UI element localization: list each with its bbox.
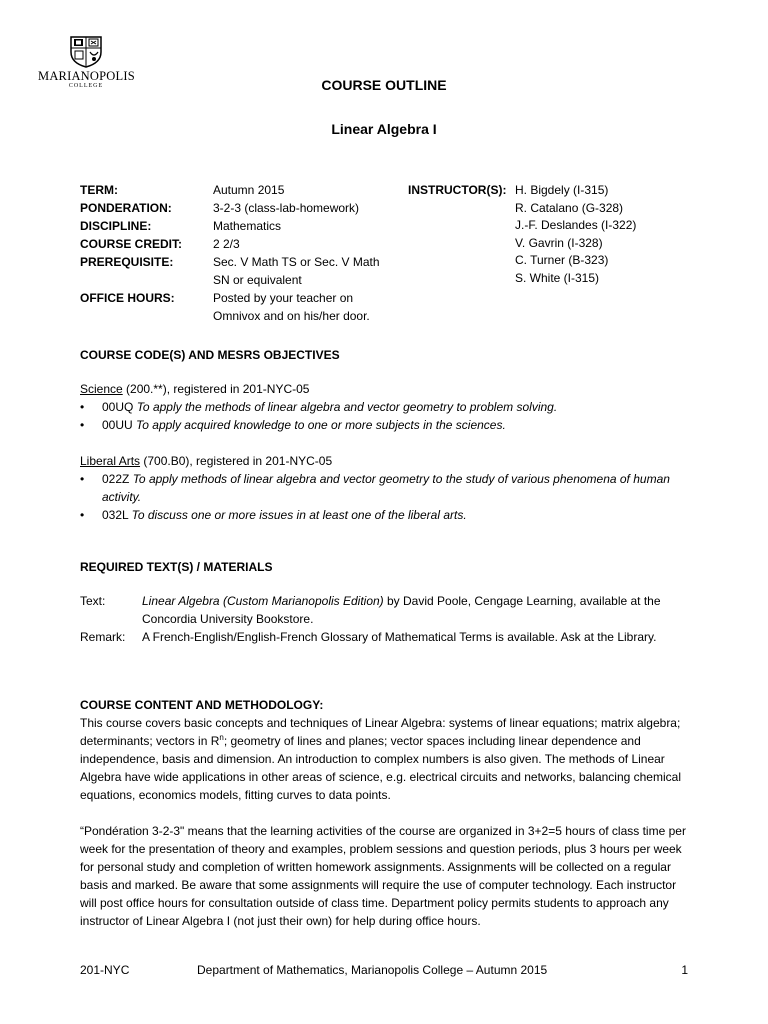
objective-code: 00UU (102, 418, 133, 432)
bullet-icon: • (80, 472, 85, 486)
info-value: Mathematics (213, 219, 282, 233)
course-info (80, 181, 400, 325)
info-key: PONDERATION: (80, 201, 172, 215)
instructors-label: INSTRUCTOR(S): (408, 183, 507, 197)
logo-name: MARIANOPOLIS (38, 69, 135, 83)
ponderation-paragraph: “Pondération 3-2-3" means that the learning activities of the course are organized in 3+2=5 hours of class time per week for the presentation of theory and examples, problem sessions and question periods, plus 3 hours per week for personal study and completion of written homework assignments. Assignments will be collected on a regular basis and marked. Be aware that some assignments will require the use of computer technology. Each instructor will post office hours for consultation outside of class time. Department policy permits students to approach any instructor of Linear Algebra I (not just their own) for help during office hours. (80, 824, 686, 928)
science-objectives (80, 380, 690, 434)
crest-icon (69, 36, 103, 68)
info-value: Autumn 2015 (213, 183, 285, 197)
objective-code: 032L (102, 508, 129, 522)
instructors (408, 181, 636, 286)
materials-heading: REQUIRED TEXT(S) / MATERIALS (80, 560, 273, 574)
content-paragraph (80, 714, 690, 804)
footer-department: Department of Mathematics, Marianopolis College – Autumn 2015 (197, 963, 548, 977)
info-row-ponderation (80, 199, 400, 217)
instructor-item: R. Catalano (G-328) (515, 200, 624, 215)
objective-text: To apply methods of linear algebra and vector geometry to the study of various phenomena of human activity. (102, 472, 670, 504)
liberal-arts-label: Liberal Arts (80, 454, 141, 468)
remark-text: A French-English/English-French Glossary of Mathematical Terms is available. Ask at the Library. (142, 630, 657, 644)
info-key: TERM: (80, 183, 118, 197)
liberal-arts-program (80, 452, 690, 470)
instructor-item: S. White (I-315) (515, 270, 600, 285)
info-value: Posted by your teacher on Omnivox and on his/her door. (213, 291, 370, 323)
objectives-heading: COURSE CODE(S) AND MESRS OBJECTIVES (80, 348, 340, 362)
page-number: 1 (681, 963, 688, 977)
instructor-list (515, 181, 636, 286)
bullet-icon: • (80, 418, 85, 432)
remark-label: Remark: (80, 630, 126, 644)
course-content (80, 696, 690, 930)
textbook-title: Linear Algebra (Custom Marianopolis Edition) (142, 594, 384, 608)
liberal-arts-objectives (80, 452, 690, 524)
info-key: PREREQUISITE: (80, 255, 174, 269)
remark-row (80, 628, 690, 646)
content-superscript: n (219, 733, 224, 742)
objective-item (80, 398, 690, 416)
objective-code: 022Z (102, 472, 130, 486)
logo-subtitle: COLLEGE (68, 83, 104, 89)
info-key: DISCIPLINE: (80, 219, 152, 233)
page-footer (80, 961, 688, 979)
info-row-discipline (80, 217, 400, 235)
textbook-details: by David Poole, Cengage Learning, available at the Concordia University Bookstore. (142, 594, 661, 626)
materials (80, 592, 690, 646)
instructor-item: C. Turner (B-323) (515, 253, 609, 267)
course-title: Linear Algebra I (331, 121, 437, 137)
content-text-a: This course covers basic concepts and techniques of Linear Algebra: systems of linear equations; matrix algebra; determinants; vectors in R (80, 716, 681, 748)
objective-text: To apply the methods of linear algebra and vector geometry to problem solving. (136, 400, 558, 414)
objective-item (80, 416, 690, 434)
instructor-item: V. Gavrin (I-328) (515, 235, 603, 250)
content-text-b: ; geometry of lines and planes; vector spaces including linear dependence and independence, basis and dimension. An introduction to complex numbers is also given. The methods of Linear Algebra have wide applications in other areas of science, e.g. electrical circuits and networks, balancing chemical equations, economics models, fitting curves to data points. (80, 734, 681, 802)
objective-code: 00UQ (102, 400, 134, 414)
science-label: Science (80, 382, 123, 396)
info-row-term (80, 181, 400, 199)
objective-item (80, 470, 690, 506)
instructor-item: J.-F. Deslandes (I-322) (515, 218, 637, 232)
text-row (80, 592, 690, 628)
info-row-prerequisite (80, 253, 400, 289)
info-value: 2 2/3 (213, 237, 240, 251)
text-label: Text: (80, 594, 106, 608)
objective-item (80, 506, 690, 524)
science-program (80, 380, 690, 398)
info-row-credit (80, 235, 400, 253)
bullet-icon: • (80, 508, 85, 522)
content-heading: COURSE CONTENT AND METHODOLOGY: (80, 698, 324, 712)
liberal-arts-registration: (700.B0), registered in 201-NYC-05 (140, 454, 333, 468)
page-title: COURSE OUTLINE (321, 77, 447, 93)
info-key: COURSE CREDIT: (80, 237, 183, 251)
objective-text: To apply acquired knowledge to one or more subjects in the sciences. (136, 418, 506, 432)
info-row-office-hours (80, 289, 400, 325)
info-value: Sec. V Math TS or Sec. V Math SN or equivalent (213, 255, 380, 287)
info-key: OFFICE HOURS: (80, 291, 175, 305)
instructor-item: H. Bigdely (I-315) (515, 183, 609, 197)
info-value: 3-2-3 (class-lab-homework) (213, 201, 360, 215)
bullet-icon: • (80, 400, 85, 414)
footer-course-code: 201-NYC (80, 963, 130, 977)
science-registration: (200.**), registered in 201-NYC-05 (122, 382, 310, 396)
objective-text: To discuss one or more issues in at least one of the liberal arts. (131, 508, 467, 522)
